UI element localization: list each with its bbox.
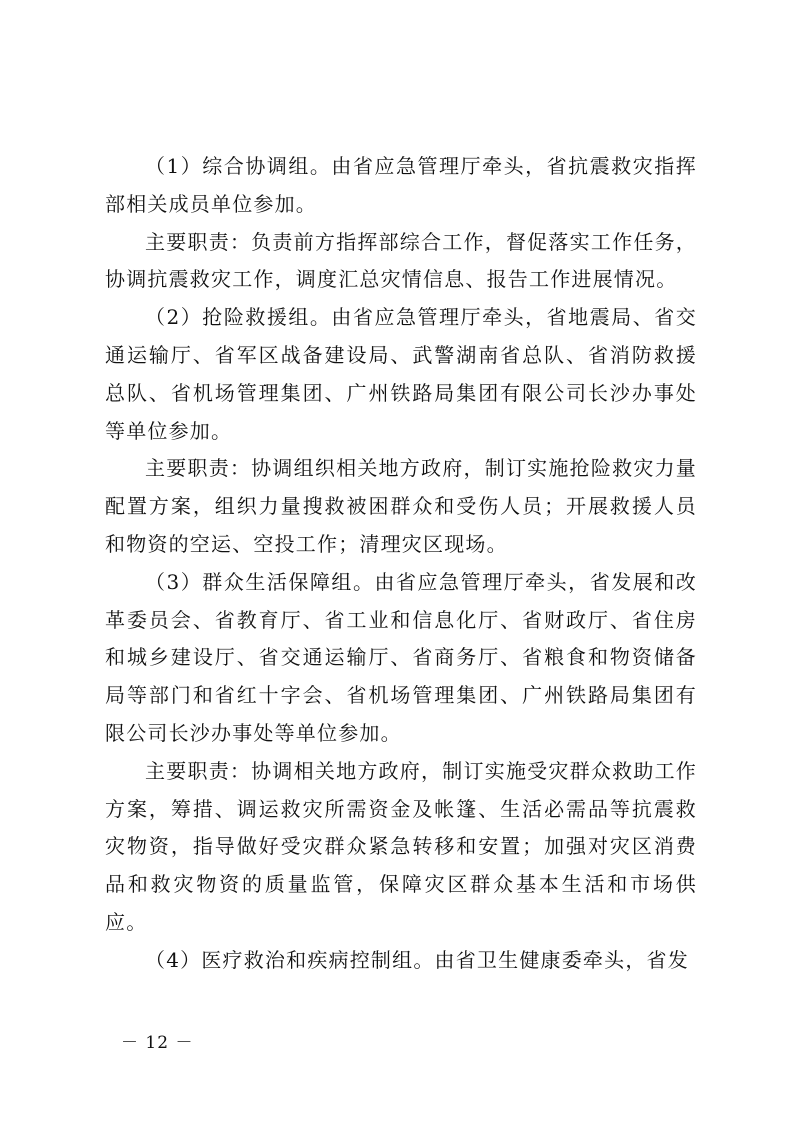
paragraph-2-heading: （2）抢险救援组。由省应急管理厅牵头，省地震局、省交通运输厅、省军区战备建设局、武警湖南省总队、省消防救援总队、省机场管理集团、广州铁路局集团有限公司长沙办事处等单位参加。 (105, 305, 697, 443)
paragraph-4-heading: （4）医疗救治和疾病控制组。由省卫生健康委牵头，省发 (145, 947, 689, 972)
page-number: － 12 － (121, 1033, 194, 1053)
paragraph-3-heading: （3）群众生活保障组。由省应急管理厅牵头，省发展和改革委员会、省教育厅、省工业和信息化厅、省财政厅、省住房和城乡建设厅、省交通运输厅、省商务厅、省粮食和物资储备局等部门和省红十字会、省机场管理集团、广州铁路局集团有限公司长沙办事处等单位参加。 (105, 569, 697, 745)
document-body (105, 148, 697, 980)
paragraph-2-duties: 主要职责：协调组织相关地方政府，制订实施抢险救灾力量配置方案，组织力量搜救被困群众和受伤人员；开展救援人员和物资的空运、空投工作；清理灾区现场。 (105, 456, 697, 556)
paragraph-1-duties: 主要职责：负责前方指挥部综合工作，督促落实工作任务，协调抗震救灾工作，调度汇总灾情信息、报告工作进展情况。 (105, 229, 697, 292)
paragraph-3-duties: 主要职责：协调相关地方政府，制订实施受灾群众救助工作方案，筹措、调运救灾所需资金及帐篷、生活必需品等抗震救灾物资，指导做好受灾群众紧急转移和安置；加强对灾区消费品和救灾物资的质量监管，保障灾区群众基本生活和市场供应。 (105, 758, 697, 934)
paragraph-1-heading: （1）综合协调组。由省应急管理厅牵头，省抗震救灾指挥部相关成员单位参加。 (105, 154, 697, 216)
